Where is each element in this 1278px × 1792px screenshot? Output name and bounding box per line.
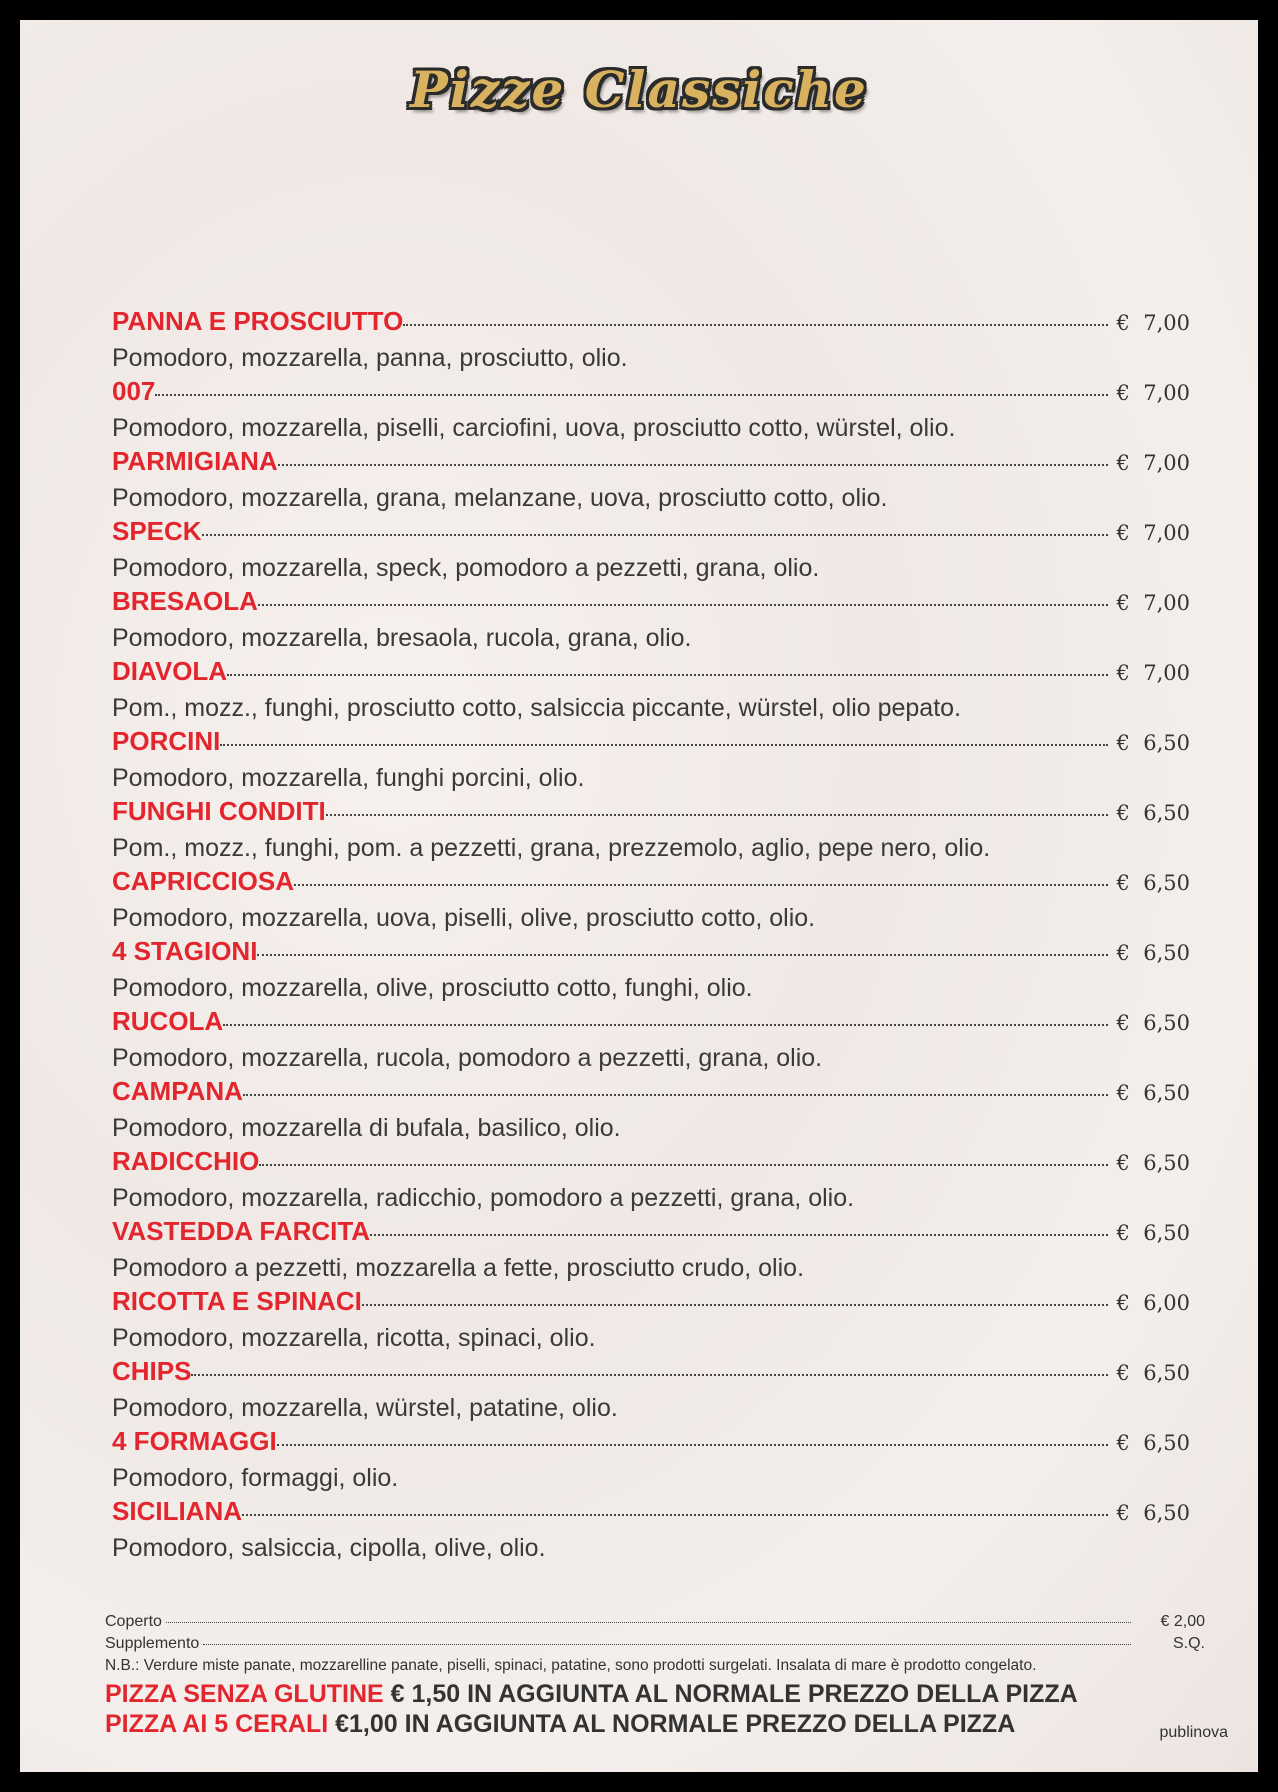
price-value: 7,00	[1143, 381, 1190, 405]
dot-leader	[191, 1374, 1108, 1376]
price-value: 7,00	[1143, 311, 1190, 335]
menu-item	[112, 376, 1190, 446]
menu-item	[112, 1356, 1190, 1426]
pizza-ingredients: Pomodoro, mozzarella, panna, prosciutto, olio.	[112, 344, 628, 372]
pizza-name: RADICCHIO	[112, 1146, 260, 1176]
menu-item	[112, 866, 1190, 936]
menu-item-header	[112, 1356, 1190, 1391]
currency-symbol: €	[1116, 311, 1130, 335]
menu-item	[112, 796, 1190, 866]
dot-leader	[220, 744, 1108, 746]
pizza-ingredients: Pomodoro, mozzarella, olive, prosciutto cotto, funghi, olio.	[112, 974, 753, 1002]
pizza-ingredients: Pomodoro, mozzarella, rucola, pomodoro a pezzetti, grana, olio.	[112, 1044, 823, 1072]
currency-symbol: €	[1116, 1361, 1130, 1385]
currency-symbol: €	[1116, 1081, 1130, 1105]
pizza-name: VASTEDDA FARCITA	[112, 1216, 371, 1246]
price-value: 6,50	[1143, 1431, 1190, 1455]
menu-item-header	[112, 516, 1190, 551]
currency-symbol: €	[1116, 731, 1130, 755]
menu-item-header	[112, 376, 1190, 411]
menu-item-header	[112, 1146, 1190, 1181]
dot-leader	[277, 1444, 1108, 1446]
menu-item-header	[112, 796, 1190, 831]
menu-item-header	[112, 1496, 1190, 1531]
menu-item	[112, 726, 1190, 796]
currency-symbol: €	[1116, 1011, 1130, 1035]
gluten-free-label: PIZZA SENZA GLUTINE	[105, 1680, 384, 1708]
dot-leader	[203, 1644, 1131, 1645]
menu-item	[112, 1426, 1190, 1496]
dot-leader	[403, 324, 1108, 326]
pizza-price	[1112, 591, 1190, 615]
dot-leader	[166, 1622, 1131, 1623]
pizza-ingredients: Pomodoro, mozzarella di bufala, basilico, olio.	[112, 1114, 621, 1142]
menu-item	[112, 1496, 1190, 1566]
dot-leader	[258, 604, 1108, 606]
currency-symbol: €	[1116, 381, 1130, 405]
menu-item-header	[112, 306, 1190, 341]
menu-item	[112, 1286, 1190, 1356]
pizza-price	[1112, 311, 1190, 335]
menu-item-header	[112, 1006, 1190, 1041]
currency-symbol: €	[1116, 591, 1130, 615]
pizza-price	[1112, 1011, 1190, 1035]
currency-symbol: €	[1116, 801, 1130, 825]
menu-item	[112, 936, 1190, 1006]
menu-item	[112, 306, 1190, 376]
pizza-price	[1112, 801, 1190, 825]
pizza-price	[1112, 1431, 1190, 1455]
pizza-ingredients: Pomodoro, mozzarella, funghi porcini, olio.	[112, 764, 585, 792]
currency-symbol: €	[1116, 521, 1130, 545]
dot-leader	[227, 674, 1108, 676]
menu-item-header	[112, 726, 1190, 761]
menu-item-header	[112, 586, 1190, 621]
dot-leader	[242, 1514, 1108, 1516]
price-value: 6,00	[1143, 1291, 1190, 1315]
currency-symbol: €	[1116, 871, 1130, 895]
price-value: 6,50	[1143, 1221, 1190, 1245]
coperto-value: € 2,00	[1160, 1613, 1205, 1630]
menu-item	[112, 1006, 1190, 1076]
currency-symbol: €	[1116, 1291, 1130, 1315]
pizza-name: CAPRICCIOSA	[112, 866, 295, 896]
currency-symbol: €	[1116, 1221, 1130, 1245]
pizza-price	[1112, 381, 1190, 405]
pizza-ingredients: Pomodoro, mozzarella, bresaola, rucola, grana, olio.	[112, 624, 692, 652]
menu-item	[112, 656, 1190, 726]
menu-item-header	[112, 1216, 1190, 1251]
pizza-ingredients: Pomodoro, formaggi, olio.	[112, 1464, 399, 1492]
price-value: 6,50	[1143, 871, 1190, 895]
cereali-note	[105, 1709, 1205, 1739]
currency-symbol: €	[1116, 1501, 1130, 1525]
pizza-ingredients: Pomodoro, mozzarella, piselli, carciofini, uova, prosciutto cotto, würstel, olio.	[112, 414, 956, 442]
dot-leader	[243, 1094, 1108, 1096]
price-value: 7,00	[1143, 661, 1190, 685]
pizza-price	[1112, 1221, 1190, 1245]
price-value: 7,00	[1143, 591, 1190, 615]
pizza-price	[1112, 521, 1190, 545]
dot-leader	[326, 814, 1108, 816]
pizza-ingredients: Pomodoro, mozzarella, uova, piselli, olive, prosciutto cotto, olio.	[112, 904, 816, 932]
menu-page	[20, 20, 1258, 1772]
pizza-ingredients: Pom., mozz., funghi, prosciutto cotto, salsiccia piccante, würstel, olio pepato.	[112, 694, 962, 722]
pizza-name: 4 STAGIONI	[112, 936, 258, 966]
gluten-free-price: € 1,50 IN AGGIUNTA AL NORMALE PREZZO DELLA PIZZA	[383, 1680, 1078, 1708]
pizza-name: PANNA E PROSCIUTTO	[112, 306, 404, 336]
pizza-name: RUCOLA	[112, 1006, 224, 1036]
currency-symbol: €	[1116, 1151, 1130, 1175]
menu-item-header	[112, 1076, 1190, 1111]
pizza-list	[112, 306, 1190, 1566]
price-value: 6,50	[1143, 1361, 1190, 1385]
menu-item	[112, 1076, 1190, 1146]
pizza-price	[1112, 871, 1190, 895]
price-value: 7,00	[1143, 521, 1190, 545]
pizza-price	[1112, 1501, 1190, 1525]
pizza-name: RICOTTA E SPINACI	[112, 1286, 362, 1316]
menu-item	[112, 1146, 1190, 1216]
menu-item	[112, 446, 1190, 516]
price-value: 6,50	[1143, 801, 1190, 825]
price-value: 6,50	[1143, 1151, 1190, 1175]
cereali-label: PIZZA AI 5 CERALI	[105, 1710, 329, 1738]
menu-item-header	[112, 866, 1190, 901]
pizza-price	[1112, 941, 1190, 965]
gluten-free-note	[105, 1679, 1205, 1709]
dot-leader	[259, 1164, 1108, 1166]
dot-leader	[278, 464, 1108, 466]
supplemento-label: Supplemento	[105, 1635, 200, 1652]
menu-item-header	[112, 446, 1190, 481]
pizza-ingredients: Pomodoro, mozzarella, ricotta, spinaci, olio.	[112, 1324, 596, 1352]
cereali-price: €1,00 IN AGGIUNTA AL NORMALE PREZZO DELLA PIZZA	[328, 1710, 1016, 1738]
pizza-name: DIAVOLA	[112, 656, 228, 686]
menu-item-header	[112, 656, 1190, 691]
pizza-price	[1112, 1081, 1190, 1105]
dot-leader	[362, 1304, 1108, 1306]
pizza-name: SICILIANA	[112, 1496, 242, 1526]
currency-symbol: €	[1116, 1431, 1130, 1455]
pizza-name: CAMPANA	[112, 1076, 243, 1106]
dot-leader	[370, 1234, 1108, 1236]
pizza-price	[1112, 731, 1190, 755]
frozen-note: N.B.: Verdure miste panate, mozzarelline panate, piselli, spinaci, patatine, sono prodotti surgelati. Insalata di mare è prodotto congelato.	[105, 1657, 1037, 1674]
menu-item	[112, 516, 1190, 586]
supplemento-row	[105, 1635, 1205, 1657]
price-value: 6,50	[1143, 941, 1190, 965]
menu-item-header	[112, 936, 1190, 971]
publisher-logo: publinova	[1159, 1724, 1228, 1741]
currency-symbol: €	[1116, 451, 1130, 475]
currency-symbol: €	[1116, 661, 1130, 685]
price-value: 7,00	[1143, 451, 1190, 475]
price-value: 6,50	[1143, 1501, 1190, 1525]
menu-item-header	[112, 1286, 1190, 1321]
menu-footer	[105, 1613, 1205, 1739]
pizza-price	[1112, 1361, 1190, 1385]
pizza-ingredients: Pomodoro, mozzarella, speck, pomodoro a pezzetti, grana, olio.	[112, 554, 820, 582]
pizza-name: PARMIGIANA	[112, 446, 278, 476]
pizza-price	[1112, 451, 1190, 475]
dot-leader	[202, 534, 1108, 536]
pizza-name: CHIPS	[112, 1356, 192, 1386]
pizza-ingredients: Pom., mozz., funghi, pom. a pezzetti, grana, prezzemolo, aglio, pepe nero, olio.	[112, 834, 991, 862]
coperto-row	[105, 1613, 1205, 1635]
pizza-name: SPECK	[112, 516, 202, 546]
menu-item-header	[112, 1426, 1190, 1461]
menu-item	[112, 1216, 1190, 1286]
pizza-ingredients: Pomodoro, salsiccia, cipolla, olive, olio.	[112, 1534, 546, 1562]
pizza-price	[1112, 661, 1190, 685]
pizza-ingredients: Pomodoro, mozzarella, grana, melanzane, uova, prosciutto cotto, olio.	[112, 484, 888, 512]
pizza-name: FUNGHI CONDITI	[112, 796, 326, 826]
price-value: 6,50	[1143, 731, 1190, 755]
pizza-price	[1112, 1291, 1190, 1315]
price-value: 6,50	[1143, 1011, 1190, 1035]
pizza-name: 007	[112, 376, 156, 406]
coperto-label: Coperto	[105, 1613, 162, 1630]
pizza-ingredients: Pomodoro, mozzarella, radicchio, pomodoro a pezzetti, grana, olio.	[112, 1184, 855, 1212]
supplemento-value: S.Q.	[1172, 1635, 1205, 1652]
dot-leader	[294, 884, 1108, 886]
currency-symbol: €	[1116, 941, 1130, 965]
price-value: 6,50	[1143, 1081, 1190, 1105]
page-title: Pizze Classiche	[410, 60, 868, 119]
pizza-name: BRESAOLA	[112, 586, 258, 616]
menu-item	[112, 586, 1190, 656]
dot-leader	[223, 1024, 1108, 1026]
pizza-name: 4 FORMAGGI	[112, 1426, 277, 1456]
dot-leader	[257, 954, 1108, 956]
pizza-ingredients: Pomodoro a pezzetti, mozzarella a fette, prosciutto crudo, olio.	[112, 1254, 805, 1282]
pizza-name: PORCINI	[112, 726, 221, 756]
pizza-ingredients: Pomodoro, mozzarella, würstel, patatine, olio.	[112, 1394, 618, 1422]
pizza-price	[1112, 1151, 1190, 1175]
dot-leader	[155, 394, 1108, 396]
